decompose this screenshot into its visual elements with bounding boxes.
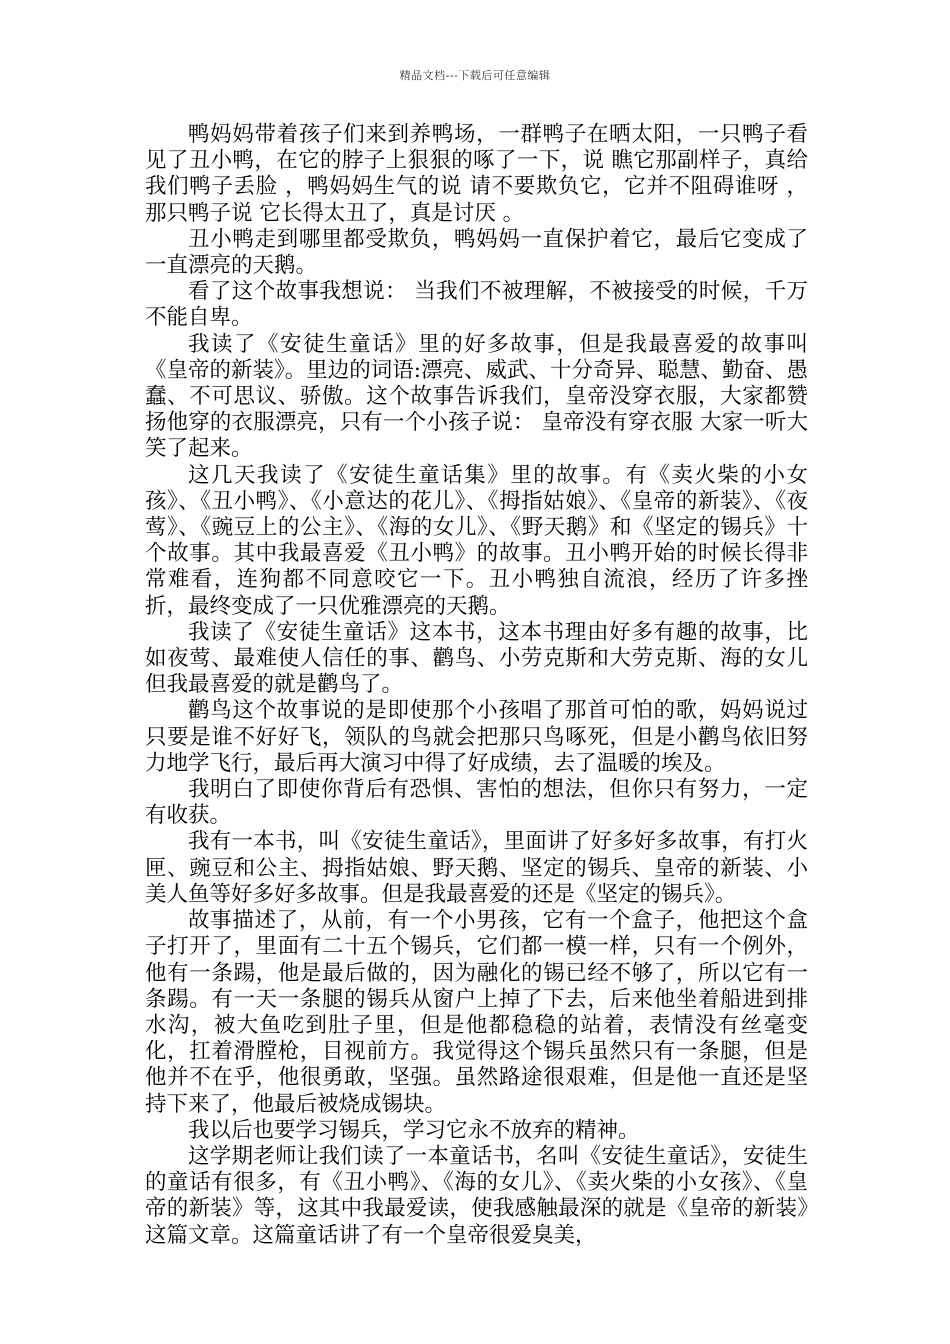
paragraph: 丑小鸭走到哪里都受欺负，鸭妈妈一直保护着它，最后它变成了一直漂亮的天鹅。 bbox=[145, 226, 808, 279]
paragraph: 这学期老师让我们读了一本童话书，名叫《安徒生童话》，安徒生的童话有很多，有《丑小鸭》、《海的女儿》、《卖火柴的小女孩》、《皇帝的新装》等，这其中我最爱读，使我感触最深的就是《皇帝的新装》这篇文章。这篇童话讲了有一个皇帝很爱臭美， bbox=[145, 1143, 808, 1248]
paragraph: 我读了《安徒生童话》这本书，这本书理由好多有趣的故事，比如夜莺、最难使人信任的事、鹳鸟、小劳克斯和大劳克斯、海的女儿 但我最喜爱的就是鹳鸟了。 bbox=[145, 619, 808, 698]
paragraph: 故事描述了，从前，有一个小男孩，它有一个盒子，他把这个盒子打开了，里面有二十五个锡兵，它们都一模一样，只有一个例外，他有一条踼，他是最后做的，因为融化的锡已经不够了，所以它有一条踼。有一天一条腿的锡兵从窗户上掉了下去，后来他坐着船进到排水沟，被大鱼吃到肚子里，但是他都稳稳的站着，表情没有丝毫变化，扛着滑膛枪，目视前方。我觉得这个锡兵虽然只有一条腿，但是他并不在乎，他很勇敢，坚强。虽然路途很艰难，但是他一直还是坚持下来了，他最后被烧成锡块。 bbox=[145, 908, 808, 1117]
paragraph: 鸭妈妈带着孩子们来到养鸭场，一群鸭子在晒太阳，一只鸭子看见了丑小鸭，在它的脖子上狠狠的啄了一下，说 瞧它那副样子，真给我们鸭子丢脸 ，鸭妈妈生气的说 请不要欺负它，它并不阻碍谁呀 ，那只鸭子说 它长得太丑了，真是讨厌 。 bbox=[145, 122, 808, 226]
paragraph: 我以后也要学习锡兵，学习它永不放弃的精神。 bbox=[188, 1117, 640, 1143]
document-body bbox=[145, 122, 808, 1249]
paragraph: 我读了《安徒生童话》里的好多故事，但是我最喜爱的故事叫《皇帝的新装》。里边的词语:漂亮、威武、十分奇异、聪慧、勤奋、愚蠢、不可思议、骄傲。这个故事告诉我们，皇帝没穿衣服，大家都赞扬他穿的衣服漂亮，只有一个小孩子说： 皇帝没有穿衣服 大家一听大笑了起来。 bbox=[145, 331, 808, 462]
paragraph: 鹳鸟这个故事说的是即使那个小孩唱了那首可怕的歌，妈妈说过只要是谁不好好飞，领队的鸟就会把那只鸟啄死，但是小鹳鸟依旧努力地学飞行，最后再大演习中得了好成绩，去了温暖的埃及。 bbox=[145, 698, 808, 776]
paragraph: 这几天我读了《安徒生童话集》里的故事。有《卖火柴的小女孩》、《丑小鸭》、《小意达的花儿》、《拇指姑娘》、《皇帝的新装》、《夜莺》、《豌豆上的公主》、《海的女儿》、《野天鹅》和《坚定的锡兵》十个故事。其中我最喜爱《丑小鸭》的故事。丑小鸭开始的时候长得非常难看，连狗都不同意咬它一下。丑小鸭独自流浪，经历了许多挫折，最终变成了一只优雅漂亮的天鹅。 bbox=[145, 462, 808, 619]
page-header: 精品文档---下载后可任意编辑 bbox=[399, 69, 551, 82]
paragraph: 看了这个故事我想说： 当我们不被理解，不被接受的时候，千万不能自卑。 bbox=[145, 279, 808, 331]
paragraph: 我明白了即使你背后有恐惧、害怕的想法，但你只有努力，一定有收获。 bbox=[145, 777, 808, 829]
paragraph: 我有一本书，叫《安徒生童话》，里面讲了好多好多故事，有打火匣、豌豆和公主、拇指姑娘、野天鹅、坚定的锡兵、皇帝的新装、小美人鱼等好多好多故事。但是我最喜爱的还是《坚定的锡兵》。 bbox=[145, 829, 808, 907]
